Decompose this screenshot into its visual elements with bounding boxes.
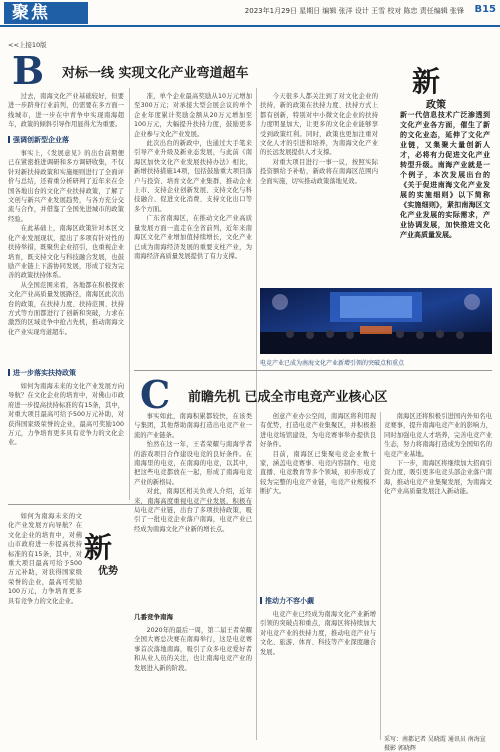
esports-photo	[260, 288, 492, 354]
paragraph: 如何为南海未来的文化产业发展方向导航？在文化企业的培育中，对佛山市政府进一步提高扶持标准的有15条，其中，对重大项目最高可给予500万元补助，对获得国家级荣誉的企业，最高可奖励100万元，力争培育更多具有竞争力的文化企业。	[8, 513, 82, 605]
section-divider	[134, 370, 492, 371]
column-divider	[129, 88, 130, 500]
section-divider	[8, 504, 252, 505]
paragraph: 准，单个企业最高奖励从10万元增加至300万元；对承接大型会展会议的单个企业年度累计奖励金额从20万元增加至100万元，大幅提升扶持力度，鼓励更多企业参与文化产业发展。	[134, 93, 252, 138]
continued-from-link[interactable]: <<上接10版	[8, 41, 47, 49]
article2-column-1	[134, 412, 252, 533]
section-brand: 聚焦	[4, 2, 88, 24]
article1-initial: B	[12, 48, 45, 93]
paragraph: 广东省南海区，在推动文化产业高质量发展方面一直走在全省前列，近年来南海区文化产业增加值持续增长，文化产业已成为南海经济发展的重要支柱产业，为南海经济高质量发展提供了有力支撑。	[134, 215, 252, 260]
page-number: B15	[474, 4, 496, 15]
paragraph: 事实如此，南海积累都较快，在该类与集团，其他帮助南海打造出电竞产业一流的产业链条。	[134, 413, 252, 439]
policy-sidebox: 新一代信息技术广泛渗透到文化产业各方面，催生了新的文化业态，延伸了文化产业链，又集聚大量创新人才，必将有力促进文化产业转型升级。南海产业就是一个例子，本次发展出台的《关于促进南海文化产业发展的实施细则》以下简称《实施细则》，紧扣南海区文化产业发展的实际需求，产业协调发展，加快推进文化产业高质量发展。	[400, 111, 490, 239]
paragraph: 南海区还将积极引进国内外知名电竞赛事，提升南海电竞产业的影响力，同时加强电竞人才培养，完善电竞产业生态，努力将南海打造成为全国知名的电竞产业基地。	[384, 413, 492, 458]
article1-column-1	[8, 92, 124, 360]
article1-column-1b	[8, 382, 124, 500]
page-header	[0, 0, 500, 26]
article2-title: 前瞻先机 已成全市电竞产业核心区	[188, 390, 388, 405]
paragraph: 事实上，《发展意见》的出台前期便已在紧密推进调研和多方调研收集，不仅针对新扶持政策和实施细则进行了全面评价与总结，还着重分析研判了近年来在全国各地出台的文化产业扶持政策，了解了文创与新兴产业发展趋势，与各方充分交流与合作，并借鉴了全国先进城市的政策经验。	[8, 150, 124, 223]
article1-title: 对标一线 实现文化产业弯道超车	[62, 66, 249, 81]
new-policy-tag	[412, 65, 446, 111]
header-rule	[0, 25, 500, 27]
photo-caption: 电竞产业已成为南海文化产业新增引领的突破点和重点	[260, 360, 405, 367]
paragraph: 电竞产业已经成为南海文化产业新增引领的突破点和重点，南海区将持续加大对电竞产业的扶持力度，推动电竞产业与文化、旅游、体育、科技等产业深度融合发展。	[260, 611, 376, 656]
paragraph: 对此，南海区相关负责人介绍，近年来，南海高度重视电竞产业发展，积极布局电竞产业链，出台了多项扶持政策，吸引了一批电竞企业落户南海，电竞产业已经成为南海文化产业新的增长点。	[134, 488, 252, 533]
paragraph: 创意产业办公空间，南海区将利用现有优势，打造电竞产业集聚区，并积极推进电竞场馆建设，为电竞赛事举办提供良好条件。	[260, 413, 376, 449]
column-divider	[380, 412, 381, 740]
paragraph: 下一步，南海区将继续加大招商引资力度，吸引更多电竞头部企业落户南海，推动电竞产业集聚发展，为南海文化产业高质量发展注入新动能。	[384, 460, 492, 496]
article2-column-2	[260, 412, 376, 590]
paragraph: 如何为南海未来的文化产业发展方向导航？在文化企业的培育中，对佛山市政府进一步提高扶持标准的有15条，其中，对重大项目最高可给予500万元补助，对获得国家级荣誉的企业，最高可奖励100万元，力争培育更多具有竞争力的文化企业。	[8, 383, 124, 447]
esports-photo-illustration	[260, 288, 492, 354]
article1-column-3	[260, 92, 378, 280]
paragraph: 对重大项目进行一事一议，按照实际投资额给予补贴，新政将在南海区范围内全面实施，切实推动政策落地见效。	[260, 158, 378, 185]
tag-word: 政策	[426, 100, 446, 111]
tag-char: 新	[84, 531, 113, 564]
paragraph: 此次出台的新政中，也通过大手笔来引导产业升级及新业态发展，与此前《南海区加快文化产业发展扶持办法》相比，新增扶持措施14项，包括鼓励重大项目落户与投资、培育文化产业集群、推动企业上市、支持企业创新发展、支持文化与科技融合、促进文化消费、支持文化出口等多个方面。	[134, 140, 252, 213]
paragraph: 过去，南海文化产业基础较好，但要进一步跻身行业前列，仍需要在多方面一线城市，进一步在中青争中实现南海超车，政策的倾斜引导作用显得尤为重要。	[8, 93, 124, 129]
paragraph: 在此基础上，南海区政策针对本区文化产业发展现状，提出了多项有针对性的扶持举措，既聚焦企业招引，也重视企业培育，既支持文化与科技融合发展，也鼓励产业链上下游协同发展，形成了较为完善的政策扶持体系。	[8, 225, 124, 280]
article1-column-1c	[8, 512, 82, 740]
tag-char: 新	[412, 65, 441, 98]
tag-word: 优势	[98, 566, 118, 577]
article2-initial: C	[140, 372, 171, 417]
article2-column-1b	[134, 626, 252, 740]
paragraph: 从全国范围来看，各地都在积极探索文化产业高质量发展路径，南海区此次出台的政策，在扶持力度、扶持范围、扶持方式等方面都进行了创新和突破，力求在激烈的区域竞争中抢占先机，推动南海文化产业实现弯道超车。	[8, 281, 124, 336]
new-advantage-tag	[84, 531, 118, 577]
subheading-1: 强调创新型企业落	[8, 136, 124, 145]
paragraph: 今天很多人都关注到了对文化企业的扶持，新的政策在扶持力度、扶持方式上都有创新，特别对中小微文化企业的扶持力度明显加大，让更多的文化企业能够享受到政策红利。同时，政策也更加注重对文化人才的引进和培养，为南海文化产业的长远发展提供人才支撑。	[260, 93, 378, 157]
issue-date: 2023年1月29日 星期日 编辑 张洋 设计 王雪 校对 陈忠 责任编辑 张锋	[244, 7, 464, 15]
paragraph: 怡然在这一年，王者荣耀与南海学者的游戏项目合作建设电竞的良好条件。在南海里的电竞，在南海的电竞，以其中，把这些电竞都放在一起，形成了南海电竞产业的新格局。	[134, 441, 252, 486]
paragraph: 2020年的最后一周，第二届王者荣耀全国大赛总决赛在南海举行，这是电竞赛事首次落地南海，吸引了众多电竞爱好者和从业人员的关注，也让南海电竞产业的发展进入新的阶段。	[134, 627, 252, 672]
article2-column-2b	[260, 610, 376, 740]
subheading-jifan: 几番竞争南海	[134, 613, 173, 621]
article2-column-3	[384, 412, 492, 728]
byline: 采写：南都记者 吴晓霞 通讯员 南海宣 摄影 郭晓辉	[384, 736, 486, 752]
subheading-2: 进一步落实扶持政策	[8, 368, 76, 378]
subheading-3: 推动力不容小觑	[260, 596, 314, 606]
column-divider	[256, 412, 257, 740]
paragraph: 目前，南海区已集聚电竞企业数十家，涵盖电竞赛事、电竞内容制作、电竞直播、电竞教育等多个领域，初步形成了较为完整的电竞产业链，电竞产业规模不断扩大。	[260, 450, 376, 496]
